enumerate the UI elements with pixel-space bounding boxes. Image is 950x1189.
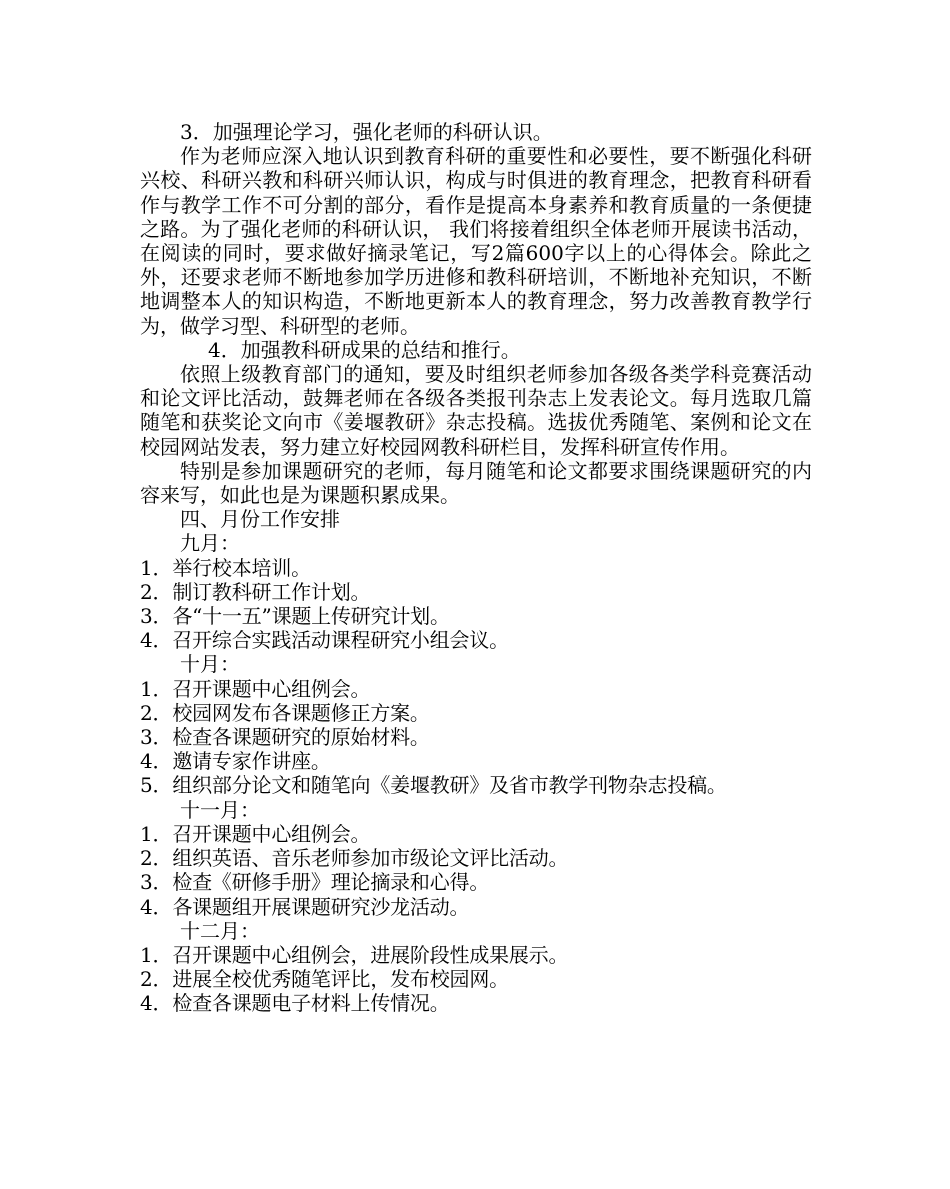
list-item: 5．组织部分论文和随笔向《姜堰教研》及省市教学刊物杂志投稿。 xyxy=(140,773,727,798)
list-item: 4．邀请专家作讲座。 xyxy=(140,749,331,774)
month-november xyxy=(140,798,812,919)
list-item: 3．检查各课题研究的原始材料。 xyxy=(140,725,430,750)
list-item: 2．组织英语、音乐老师参加市级论文评比活动。 xyxy=(140,846,569,871)
paragraph-research-awareness: 作为老师应深入地认识到教育科研的重要性和必要性，要不断强化科研兴校、科研兴教和科研兴师认识，构成与时俱进的教育理念，把教育科研看作与教学工作不可分割的部分，看作是提高本身素养和教育质量的一条便捷之路。为了强化老师的科研认识， 我们将接着组织全体老师开展读书活动，在阅读的同时，要求做好摘录笔记，写2篇600字以上的心得体会。除此之外，还要求老师不断地参加学历进修和教科研培训，不断地补充知识，不断地调整本人的知识构造，不断地更新本人的教育理念，努力改善教育教学行为，做学习型、科研型的老师。 xyxy=(140,144,812,338)
list-item: 1．召开课题中心组例会，进展阶段性成果展示。 xyxy=(140,942,569,967)
month-title: 九月： xyxy=(180,531,240,556)
list-item: 4．检查各课题电子材料上传情况。 xyxy=(140,991,450,1016)
list-item: 2．进展全校优秀随笔评比，发布校园网。 xyxy=(140,967,509,992)
month-september xyxy=(140,531,812,652)
list-item: 3．各“十一五”课题上传研究计划。 xyxy=(140,604,450,629)
month-title: 十月： xyxy=(180,652,240,677)
list-item: 4．召开综合实践活动课程研究小组会议。 xyxy=(140,628,509,653)
list-item: 4．各课题组开展课题研究沙龙活动。 xyxy=(140,894,470,919)
list-item: 2．校园网发布各课题修正方案。 xyxy=(140,700,430,725)
heading-4: 4．加强教科研成果的总结和推行。 xyxy=(208,337,521,362)
list-item: 2．制订教科研工作计划。 xyxy=(140,579,371,604)
document-body xyxy=(140,120,812,1016)
paragraph-competitions: 依照上级教育部门的通知，要及时组织老师参加各级各类学科竞赛活动和论文评比活动，鼓舞老师在各级各类报刊杂志上发表论文。每月选取几篇随笔和获奖论文向市《姜堰教研》杂志投稿。选拔优秀随笔、案例和论文在校园网站发表，努力建立好校园网教科研栏目，发挥科研宣传作用。 xyxy=(140,362,812,459)
paragraph-topic-research: 特别是参加课题研究的老师，每月随笔和论文都要求围绕课题研究的内容来写，如此也是为课题积累成果。 xyxy=(140,458,812,508)
heading-3: 3．加强理论学习，强化老师的科研认识。 xyxy=(180,120,553,144)
month-title: 十一月： xyxy=(180,797,260,822)
month-december xyxy=(140,919,812,1016)
list-item: 1．召开课题中心组例会。 xyxy=(140,676,371,701)
list-item: 1．举行校本培训。 xyxy=(140,555,311,580)
list-item: 1．召开课题中心组例会。 xyxy=(140,821,371,846)
list-item: 3．检查《研修手册》理论摘录和心得。 xyxy=(140,870,490,895)
section-title: 四、月份工作安排 xyxy=(180,507,340,532)
month-title: 十二月： xyxy=(180,918,260,943)
month-october xyxy=(140,652,812,797)
